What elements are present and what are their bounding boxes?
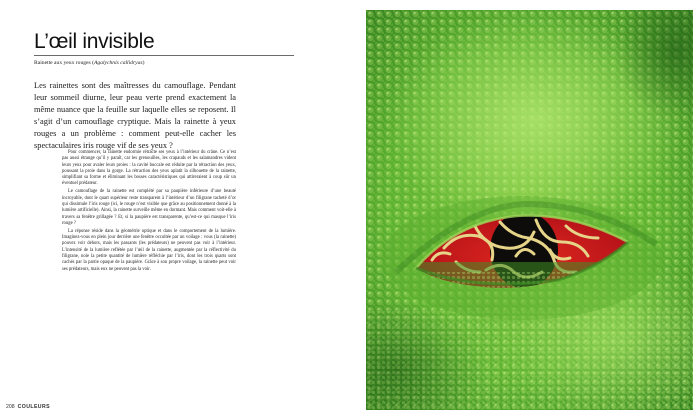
folio-section: COULEURS	[17, 404, 50, 410]
photo-caption	[34, 60, 144, 66]
body-paragraph-2: Le camouflage de la rainette est complété par sa paupière inférieure d’une beauté incroyable, dont le quart supérieur reste transparent à l’intérieur d’un filigrane tacheté d’or qui dissimule l’iris rouge (ici, le rouge n’est visible que grâce au positionnement donné à la lumière artificielle). Ainsi, la rainette surveille même en dormant. Mais comment voit-elle à travers sa fenêtre grillagée ? Et, si la paupière est transparente, qu’est-ce qui masque l’iris rouge ?	[62, 189, 236, 226]
body-paragraph-1: Pour commencer, la rainette endormie rétracte ses yeux à l’intérieur du crâne. Ce n’est pas aussi étrange qu’il y paraît, car les grenouilles, les crapauds et les salamandres vident leurs yeux pour avaler leurs proies : la cavité buccale est réduite par la rétraction des yeux, poussant la proie dans la gorge. La rétraction des yeux aplatit la silhouette de la rainette, simplifiant sa forme et éliminant les bosses caractéristiques qui attireraient à coup sûr un éventuel prédateur.	[62, 150, 236, 187]
folio-number: 208	[6, 404, 15, 410]
lead-paragraph: Les rainettes sont des maîtresses du camouflage. Pendant leur sommeil diurne, leur peau verte prend exactement la même nuance que la feuille sur laquelle elles se reposent. Il s’agit d’un camouflage cryptique. Mais la rainette à yeux rouges a un problème : comment peut-elle cacher les spectaculaires iris rouge vif de ses yeux ?	[34, 81, 236, 150]
page-folio	[6, 404, 50, 410]
body-text	[62, 150, 236, 274]
frog-eye-image	[366, 10, 693, 410]
frog-eye-photo	[366, 10, 693, 410]
caption-suffix: )	[142, 60, 145, 66]
page-title: L’œil invisible	[34, 30, 155, 53]
body-paragraph-3: La réponse réside dans la géométrie optique et dans le comportement de la lumière. Imaginez-vous en plein jour derrière une fenêtre occultée par un voilage : vous (la rainette) pouvez voir dehors, mais les passants (les prédateurs) ne peuvent pas voir à l’intérieur. L’intensité de la lumière reflétée par l’œil de la rainette, augmentée par la réflectivité du filigrane, noie la petite quantité de lumière réfléchie par l’iris, dont les trois quarts sont cachés par la partie opaque de la paupière. Grâce à son propre voilage, la rainette peut voir ses prédateurs, mais eux ne peuvent pas la voir.	[62, 228, 236, 272]
title-rule	[34, 55, 294, 56]
caption-species: Agalychnis callidryas	[93, 60, 143, 66]
caption-prefix: Rainette aux yeux rouges (	[34, 60, 94, 66]
